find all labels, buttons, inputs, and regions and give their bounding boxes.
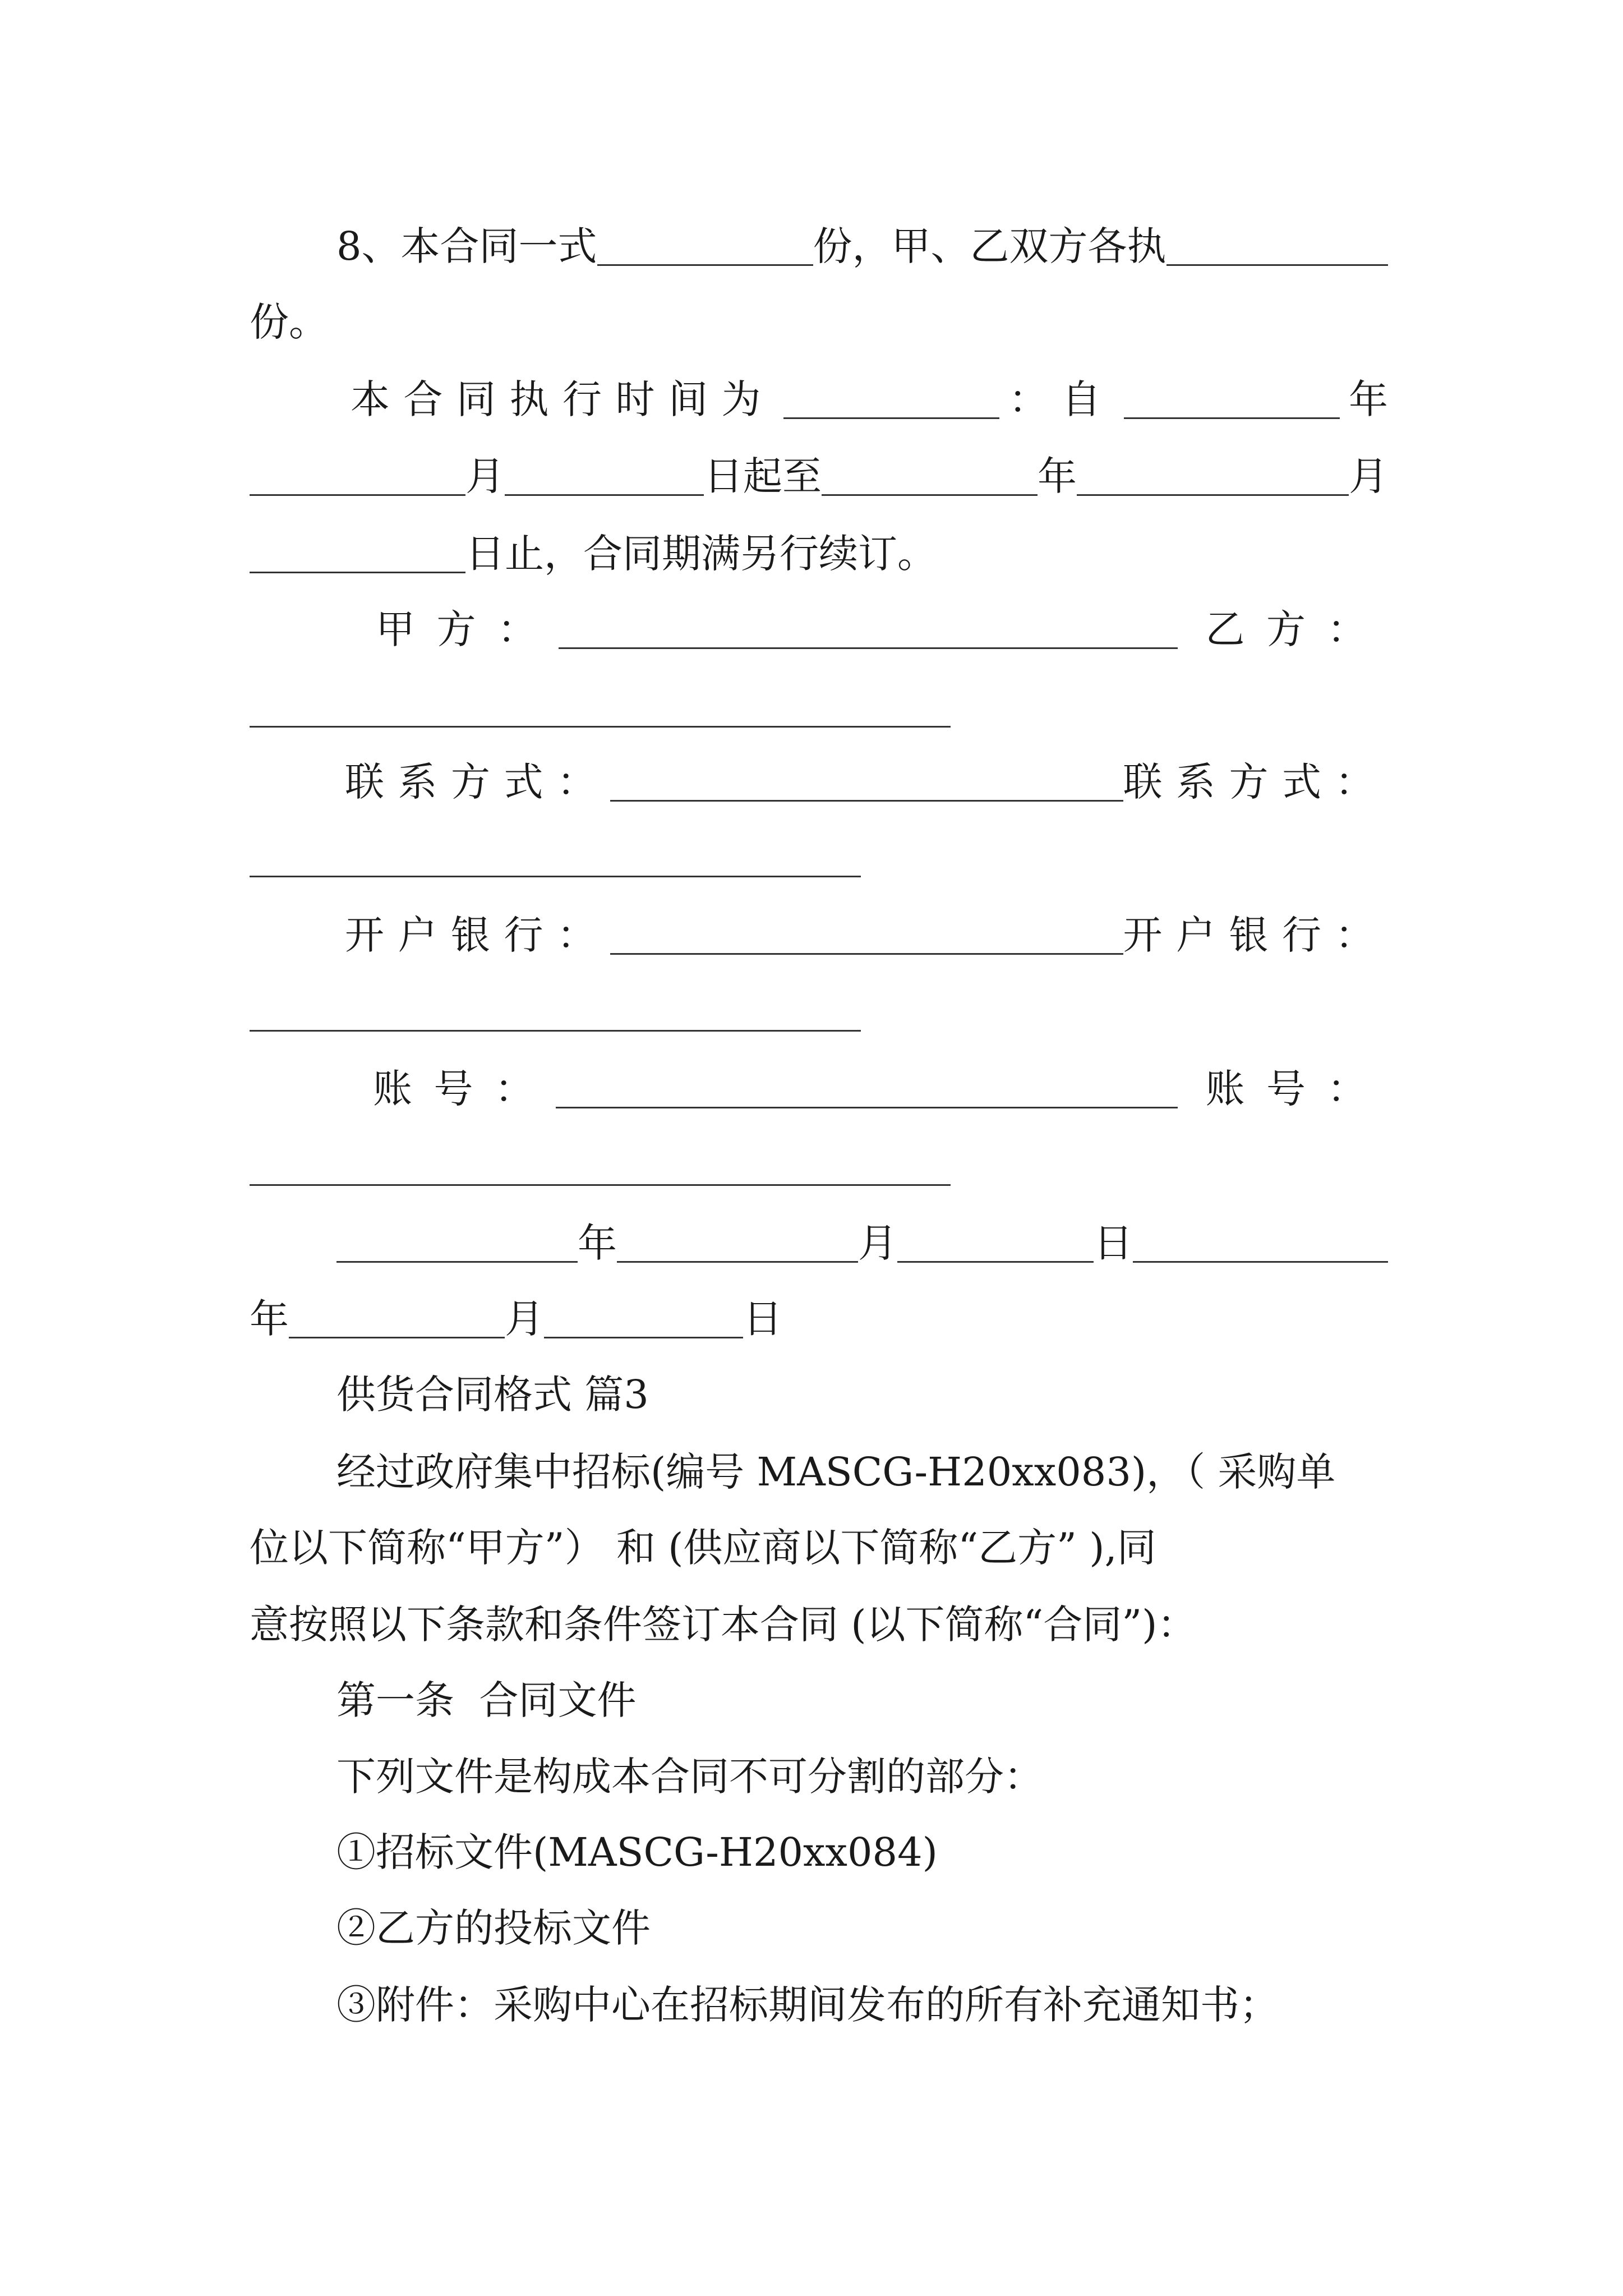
doc-item-3 (336, 1966, 1388, 2039)
term-line-2 (250, 438, 1388, 510)
copies-line-cont (250, 283, 1388, 356)
date-line (336, 1204, 1388, 1277)
blank-field[interactable] (1166, 264, 1388, 266)
doc-item-text: ①招标文件(MASCG-H20xx084) (336, 1829, 938, 1875)
date-month-2: 月 (505, 1296, 544, 1342)
blank-field[interactable] (336, 1261, 578, 1263)
term-text-a: 本合同执行时间为 (351, 376, 774, 422)
copies-line (336, 208, 1388, 280)
section-heading (336, 1356, 1388, 1429)
intro-line-3 (250, 1586, 1388, 1659)
copies-text-b: 份，甲、乙双方各执 (813, 223, 1166, 269)
article-title: 第一条 合同文件 (336, 1677, 637, 1723)
blank-field[interactable] (1133, 1261, 1388, 1263)
bank-line (345, 896, 1388, 969)
doc-item-1 (336, 1814, 1388, 1887)
section-title: 供货合同格式 篇3 (336, 1372, 649, 1418)
contact-line (345, 743, 1388, 816)
party-b-line (250, 669, 1388, 742)
date-day-1: 日 (1094, 1220, 1133, 1266)
intro-line-2 (250, 1509, 1388, 1582)
account-b-line (250, 1128, 1388, 1200)
term-text-h: 日止，合同期满另行续订。 (465, 531, 937, 577)
contact-b-label: 联系方式： (1123, 759, 1388, 805)
article-heading (336, 1662, 1388, 1734)
docs-intro-text: 下列文件是构成本合同不可分割的部分： (336, 1754, 1043, 1800)
term-text-f: 年 (1038, 453, 1077, 499)
contact-b-line (250, 819, 1388, 892)
blank-field[interactable] (505, 494, 704, 496)
bank-a-field[interactable] (610, 953, 1123, 955)
bank-b-label: 开户银行： (1123, 912, 1388, 958)
account-b-field[interactable] (250, 1184, 951, 1186)
bank-b-line (250, 973, 1388, 1046)
term-line (351, 361, 1388, 434)
term-text-d: 月 (465, 453, 505, 499)
contact-a-label: 联系方式： (345, 759, 610, 805)
party-line (376, 591, 1388, 664)
bank-b-field[interactable] (250, 1030, 861, 1032)
blank-field[interactable] (617, 1261, 858, 1263)
date-line-2 (250, 1280, 1388, 1353)
date-day-2: 日 (743, 1296, 782, 1342)
blank-field[interactable] (1124, 417, 1340, 419)
date-year-2: 年 (250, 1296, 289, 1342)
party-b-label: 乙方： (1205, 606, 1388, 652)
blank-field[interactable] (544, 1337, 743, 1338)
term-text-g: 月 (1349, 453, 1388, 499)
docs-intro-line (336, 1738, 1388, 1811)
term-text-b: ：自 (1008, 376, 1115, 422)
blank-field[interactable] (1077, 494, 1349, 496)
doc-item-text: ③附件：采购中心在招标期间发布的所有补充通知书； (336, 1982, 1279, 2028)
account-line (373, 1050, 1388, 1123)
blank-field[interactable] (897, 1261, 1094, 1263)
party-a-field[interactable] (559, 647, 1178, 649)
blank-field[interactable] (250, 494, 465, 496)
account-a-field[interactable] (556, 1107, 1178, 1108)
blank-field[interactable] (250, 572, 465, 573)
intro-text-2: 位以下简称“甲方”） 和 (供应商以下简称“乙方” ),同 (250, 1525, 1156, 1571)
date-year-1: 年 (578, 1220, 617, 1266)
term-line-3 (250, 515, 1388, 588)
copies-text-a: 8、本合同一式 (336, 223, 597, 269)
account-a-label: 账号： (373, 1066, 556, 1112)
bank-a-label: 开户银行： (345, 912, 610, 958)
date-month-1: 月 (858, 1220, 897, 1266)
intro-text-3: 意按照以下条款和条件签订本合同 (以下简称“合同”)： (250, 1602, 1197, 1648)
contact-a-field[interactable] (610, 800, 1123, 802)
account-b-label: 账号： (1205, 1066, 1388, 1112)
doc-item-2 (336, 1889, 1388, 1962)
blank-field[interactable] (597, 264, 813, 266)
blank-field[interactable] (822, 494, 1038, 496)
blank-field[interactable] (289, 1337, 505, 1338)
party-b-field[interactable] (250, 726, 951, 728)
term-text-e: 日起至 (704, 453, 822, 499)
intro-line-1 (336, 1433, 1388, 1506)
copies-text-c: 份。 (250, 299, 328, 345)
blank-field[interactable] (783, 417, 999, 419)
intro-text-1: 经过政府集中招标(编号 MASCG-H20xx083)，（ 采购单 (336, 1449, 1336, 1495)
party-a-label: 甲方： (376, 606, 559, 652)
doc-item-text: ②乙方的投标文件 (336, 1905, 651, 1951)
term-text-c: 年 (1349, 376, 1388, 422)
contact-b-field[interactable] (250, 876, 861, 877)
